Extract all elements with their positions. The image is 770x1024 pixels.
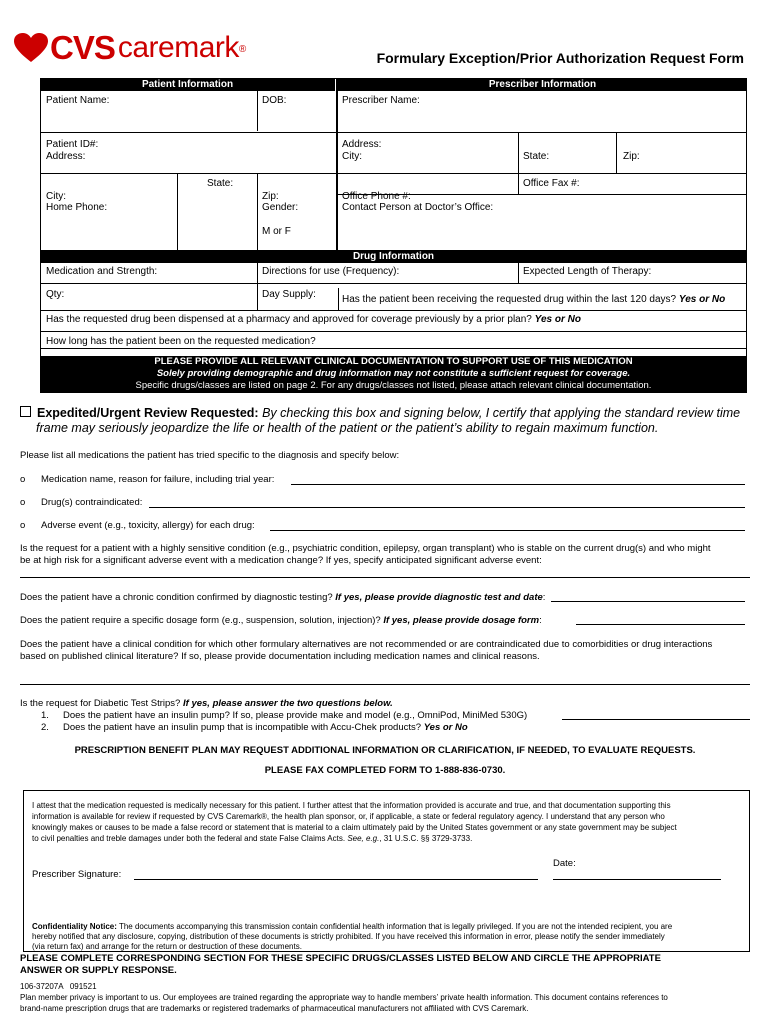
qty-field[interactable]: Qty: xyxy=(46,289,65,300)
patient-name-field[interactable]: Patient Name: xyxy=(46,95,110,106)
prescriber-city-field[interactable]: City: xyxy=(342,151,362,162)
patient-dob-field[interactable]: DOB: xyxy=(262,95,287,106)
documentation-notice xyxy=(40,356,747,393)
clinical-condition-input[interactable] xyxy=(20,684,750,685)
diabetic-question: Is the request for Diabetic Test Strips? If yes, please answer the two questions below. xyxy=(20,698,393,709)
form-title: Formulary Exception/Prior Authorization Request Form xyxy=(376,50,744,66)
notice-line-2: Solely providing demographic and drug information may not constitute a sufficient request for coverage. xyxy=(156,368,631,379)
chronic-condition-input[interactable] xyxy=(551,601,745,602)
expedited-text-1: By checking this box and signing below, I certify that applying the standard review time xyxy=(262,406,741,420)
notice-line-1: PLEASE PROVIDE ALL RELEVANT CLINICAL DOCUMENTATION TO SUPPORT USE OF THIS MEDICATION xyxy=(154,356,633,367)
complete-section-line-2: ANSWER OR SUPPLY RESPONSE. xyxy=(20,965,177,976)
patient-id-field[interactable]: Patient ID#: xyxy=(46,139,99,150)
form-id: 106-37207A 091521 xyxy=(20,982,97,991)
insulin-pump-input[interactable] xyxy=(562,719,750,720)
confidentiality-notice: Confidentiality Notice: The documents accompanying this transmission contain confidential health information that is legally privileged. If you are not the intended recipient, you are hereby notified that any disclosure, copying, distribution of these documents is strictly prohibited. If you have received this information in error, please notify the sender immediately (via return fax) and arrange for the return or destruction of these documents. xyxy=(32,922,673,951)
drug-info-header: Drug Information xyxy=(40,250,747,263)
attest-line-2: information is available for review if requested by CVS Caremark®, the health plan sponsor, or, if applicable, a state or federal regulatory agency. I understand that any person who xyxy=(32,812,665,821)
prescriber-state-field[interactable]: State: xyxy=(523,151,550,162)
bullet-2: o xyxy=(20,497,26,508)
fax-notice: PLEASE FAX COMPLETED FORM TO 1-888-836-0730. xyxy=(264,765,506,776)
prescriber-zip-field[interactable]: Zip: xyxy=(623,151,640,162)
diabetic-q2-number: 2. xyxy=(41,722,49,733)
gender-options[interactable]: M or F xyxy=(262,226,291,237)
received-drug-answer[interactable]: Yes or No xyxy=(678,294,726,305)
plan-request-notice: PRESCRIPTION BENEFIT PLAN MAY REQUEST ADDITIONAL INFORMATION OR CLARIFICATION, IF NEEDED, TO EVALUATE REQUESTS. xyxy=(74,745,696,756)
contact-person-field[interactable]: Contact Person at Doctor’s Office: xyxy=(342,202,494,213)
prescriber-signature-input[interactable] xyxy=(134,879,538,880)
chronic-condition-question: Does the patient have a chronic condition confirmed by diagnostic testing? If yes, please provide diagnostic test and date: xyxy=(20,592,546,603)
dispensed-answer[interactable]: Yes or No xyxy=(534,314,581,325)
dispensed-question: Has the requested drug been dispensed at a pharmacy and approved for coverage previously by a prior plan? Yes or No xyxy=(46,314,581,325)
office-fax-field[interactable]: Office Fax #: xyxy=(523,178,580,189)
dosage-form-input[interactable] xyxy=(576,624,745,625)
date-input[interactable] xyxy=(553,879,721,880)
patient-home-phone-field[interactable]: Home Phone: xyxy=(46,202,108,213)
list-intro: Please list all medications the patient has tried specific to the diagnosis and specify below: xyxy=(20,450,400,461)
contraindicated-input[interactable] xyxy=(149,507,745,508)
brand-cvs: CVS xyxy=(50,29,115,66)
bullet-1: o xyxy=(20,474,26,485)
adverse-event-input[interactable] xyxy=(270,530,745,531)
patient-address-field[interactable]: Address: xyxy=(46,151,86,162)
medication-strength-field[interactable]: Medication and Strength: xyxy=(46,266,158,277)
prescriber-name-field[interactable]: Prescriber Name: xyxy=(342,95,420,106)
attest-line-1: I attest that the medication requested is medically necessary for this patient. I further attest that the information provided is accurate and true, and that documentation supporting this xyxy=(32,801,671,810)
sensitive-condition-line-1: Is the request for a patient with a highly sensitive condition (e.g., psychiatric condition, epilepsy, organ transplant) who is stable on the current drug(s) and who might xyxy=(20,543,711,554)
tried-medication-input[interactable] xyxy=(291,484,745,485)
trademark-symbol: ® xyxy=(238,43,247,55)
expedited-checkbox[interactable] xyxy=(20,406,31,417)
patient-info-header: Patient Information xyxy=(40,78,335,91)
notice-line-3: Specific drugs/classes are listed on page 2. For any drugs/classes not listed, please attach relevant clinical documentation. xyxy=(135,380,652,391)
sensitive-condition-line-2: be at high risk for a significant adverse event with a medication change? If yes, specify anticipated significant adverse event: xyxy=(20,555,542,566)
attest-line-4: to civil penalties and treble damages under both the federal and state False Claims Acts. See, e.g., 31 U.S.C. §§ 3729-3733. xyxy=(32,834,473,843)
patient-gender-field[interactable]: Gender: xyxy=(262,202,299,213)
sensitive-condition-input[interactable] xyxy=(20,577,750,578)
complete-section-line-1: PLEASE COMPLETE CORRESPONDING SECTION FOR THESE SPECIFIC DRUGS/CLASSES LISTED BELOW AND CIRCLE THE APPROPRIATE xyxy=(20,953,661,964)
received-drug-question: Has the patient been receiving the requested drug within the last 120 days? Yes or No xyxy=(342,294,726,305)
adverse-event-label: Adverse event (e.g., toxicity, allergy) for each drug: xyxy=(41,520,255,531)
how-long-field[interactable]: How long has the patient been on the requested medication? xyxy=(46,336,316,347)
expedited-title: Expedited/Urgent Review Requested: xyxy=(37,406,259,420)
brand-caremark: caremark xyxy=(117,31,239,64)
prescriber-address-field[interactable]: Address: xyxy=(342,139,382,150)
heart-icon xyxy=(14,33,48,63)
date-label: Date: xyxy=(553,858,576,869)
office-phone-field[interactable]: Office Phone #: xyxy=(342,191,411,202)
diabetic-q1: Does the patient have an insulin pump? If so, please provide make and model (e.g., OmniPod, MiniMed 530G) xyxy=(63,710,528,721)
cvs-caremark-logo xyxy=(14,30,246,66)
diabetic-q1-number: 1. xyxy=(41,710,49,721)
signature-label: Prescriber Signature: xyxy=(32,869,122,880)
expedited-section xyxy=(20,406,760,436)
day-supply-field[interactable]: Day Supply: xyxy=(262,289,316,300)
privacy-line-2: brand-name prescription drugs that are trademarks or registered trademarks of pharmaceutical manufacturers not affiliated with CVS Caremark. xyxy=(20,1004,529,1013)
tried-medication-label: Medication name, reason for failure, including trial year: xyxy=(41,474,275,485)
patient-state-field[interactable]: State: xyxy=(207,178,234,189)
contraindicated-label: Drug(s) contraindicated: xyxy=(41,497,143,508)
therapy-length-field[interactable]: Expected Length of Therapy: xyxy=(523,266,652,277)
expedited-text-2: frame may seriously jeopardize the life or health of the patient or the patient’s ability to regain maximum function. xyxy=(36,421,659,435)
directions-field[interactable]: Directions for use (Frequency): xyxy=(262,266,400,277)
attest-line-3: knowingly makes or causes to be made a false record or statement that is material to a claim ultimately paid by the United States government or any state government may be subject xyxy=(32,823,677,832)
prescriber-info-header: Prescriber Information xyxy=(338,78,747,91)
clinical-condition-line-2: based on published clinical literature? If so, please provide documentation including medication names and clinical reasons. xyxy=(20,651,540,662)
attestation-box xyxy=(23,790,750,952)
clinical-condition-line-1: Does the patient have a clinical condition for which other formulary alternatives are not recommended or are contraindicated due to comorbidities or drug interactions xyxy=(20,639,713,650)
bullet-3: o xyxy=(20,520,26,531)
patient-zip-field[interactable]: Zip: xyxy=(262,191,279,202)
accu-chek-answer[interactable]: Yes or No xyxy=(423,722,468,733)
info-table xyxy=(40,78,747,358)
patient-city-field[interactable]: City: xyxy=(46,191,66,202)
diabetic-q2: Does the patient have an insulin pump that is incompatible with Accu-Chek products? Yes or No xyxy=(63,722,468,733)
privacy-line-1: Plan member privacy is important to us. Our employees are trained regarding the appropriate way to handle members’ private health information. This document contains references to xyxy=(20,993,668,1002)
dosage-form-question: Does the patient require a specific dosage form (e.g., suspension, solution, injection)? If yes, please provide dosage form: xyxy=(20,615,542,626)
